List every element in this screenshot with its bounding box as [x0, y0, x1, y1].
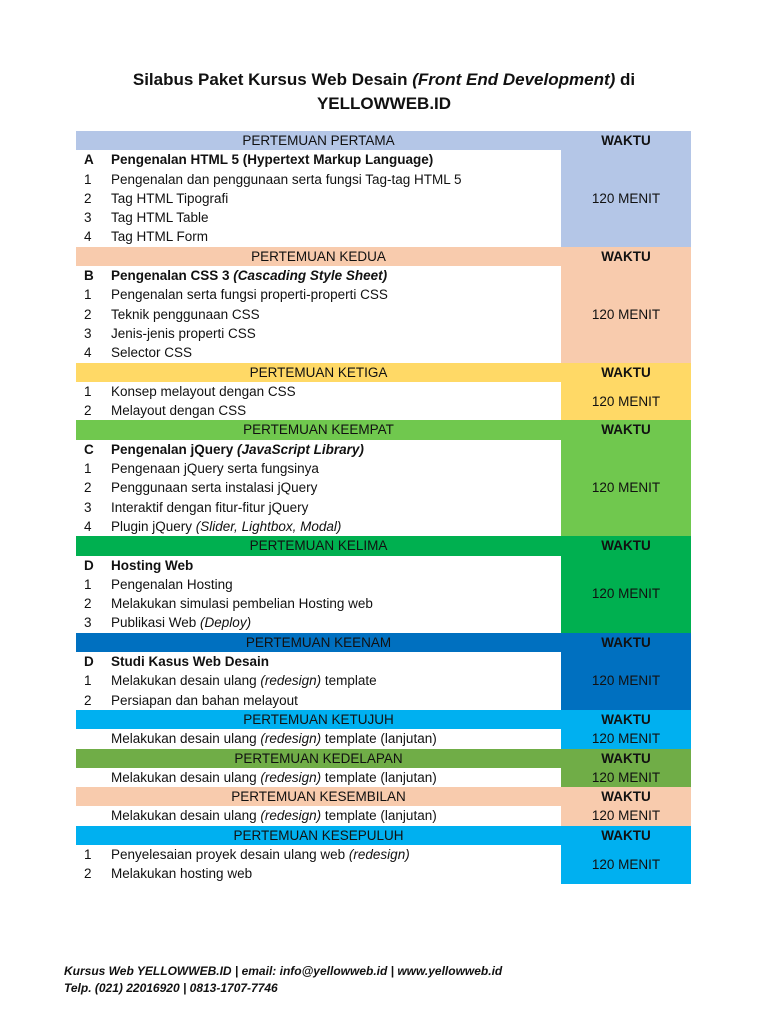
session-duration: 120 MENIT [561, 729, 691, 748]
topic-number: 2 [84, 692, 92, 708]
session-header-row [76, 826, 691, 845]
topic-text [111, 150, 561, 169]
topic-text [111, 382, 561, 401]
topic-number: 1 [84, 461, 92, 477]
topic-text [111, 556, 561, 575]
topic-number: 1 [84, 171, 92, 187]
session-title: PERTEMUAN KETUJUH [76, 710, 561, 729]
topic-number: 1 [84, 383, 92, 399]
topic-text [111, 170, 561, 189]
waktu-label: WAKTU [561, 363, 691, 382]
session-header-row [76, 131, 691, 150]
footer-contact: Kursus Web YELLOWWEB.ID | email: info@yellowweb.id | www.yellowweb.id [64, 964, 503, 978]
topic-number: 3 [84, 210, 92, 226]
footer-phone: Telp. (021) 22016920 | 0813-1707-7746 [64, 981, 278, 995]
topic-text [111, 806, 561, 825]
topic-number: 1 [84, 846, 92, 862]
topic-text-main: Penggunaan serta instalasi jQuery [111, 480, 318, 496]
session-title: PERTEMUAN KETIGA [76, 363, 561, 382]
topic-text-main: Selector CSS [111, 345, 193, 361]
topic-text [111, 768, 561, 787]
topic-text-italic: (JavaScript Library) [237, 441, 364, 457]
topic-text-main: Melakukan hosting web [111, 866, 253, 882]
topic-text [111, 285, 561, 304]
topic-text-main: Persiapan dan bahan melayout [111, 692, 298, 708]
topic-text-tail: template (lanjutan) [321, 769, 437, 785]
topic-text [111, 227, 561, 246]
topic-text [111, 324, 561, 343]
topic-text-main: Tag HTML Tipografi [111, 190, 229, 206]
waktu-label: WAKTU [561, 749, 691, 768]
topic-text-italic: (redesign) [348, 846, 410, 862]
topic-number: 2 [84, 190, 92, 206]
topic-text-main: Interaktif dengan fitur-fitur jQuery [111, 499, 309, 515]
topic-text [111, 401, 561, 420]
waktu-label: WAKTU [561, 710, 691, 729]
session-header-row [76, 363, 691, 382]
session-header-row [76, 536, 691, 555]
topic-row [76, 652, 691, 671]
topic-row [76, 845, 691, 864]
topic-text [111, 729, 561, 748]
waktu-label: WAKTU [561, 420, 691, 439]
session-duration: 120 MENIT [561, 440, 691, 536]
topic-text [111, 266, 561, 285]
topic-text-italic: (Cascading Style Sheet) [233, 268, 388, 284]
topic-text-main: Melayout dengan CSS [111, 403, 247, 419]
topic-text [111, 343, 561, 362]
session-title: PERTEMUAN KEENAM [76, 633, 561, 652]
waktu-label: WAKTU [561, 787, 691, 806]
topic-number: 4 [84, 345, 92, 361]
topic-text [111, 517, 561, 536]
topic-text-main: Jenis-jenis properti CSS [111, 325, 256, 341]
topic-number: D [84, 654, 94, 670]
topic-number: C [84, 441, 94, 457]
topic-text-main: Studi Kasus Web Desain [111, 654, 270, 670]
topic-text-main: Pengenalan HTML 5 (Hypertext Markup Language) [111, 152, 434, 168]
topic-row [76, 806, 691, 825]
topic-text [111, 478, 561, 497]
footer [64, 963, 502, 997]
topic-text-main: Hosting Web [111, 557, 194, 573]
topic-text [111, 305, 561, 324]
session-duration: 120 MENIT [561, 382, 691, 421]
topic-text-main: Melakukan simulasi pembelian Hosting web [111, 596, 373, 612]
waktu-label: WAKTU [561, 131, 691, 150]
topic-number: D [84, 557, 94, 573]
title-line-2: YELLOWWEB.ID [316, 94, 452, 113]
topic-number: 2 [84, 306, 92, 322]
topic-row [76, 266, 691, 285]
topic-text [111, 575, 561, 594]
waktu-label: WAKTU [561, 247, 691, 266]
title-line-1: Silabus Paket Kursus Web Desain (Front End Development) di [132, 70, 636, 89]
topic-text-italic: (redesign) [260, 808, 322, 824]
topic-text-main: Pengenalan jQuery [111, 441, 238, 457]
session-header-row [76, 633, 691, 652]
session-duration: 120 MENIT [561, 845, 691, 884]
session-title: PERTEMUAN KEDELAPAN [76, 749, 561, 768]
topic-text [111, 189, 561, 208]
session-header-row [76, 787, 691, 806]
topic-number: 1 [84, 576, 92, 592]
session-title: PERTEMUAN KEEMPAT [76, 420, 561, 439]
topic-text-main: Melakukan desain ulang [111, 769, 261, 785]
session-header-row [76, 247, 691, 266]
topic-row [76, 768, 691, 787]
topic-text-tail: template (lanjutan) [321, 808, 437, 824]
topic-number: A [84, 152, 94, 168]
topic-number: 2 [84, 866, 92, 882]
topic-text-main: Melakukan desain ulang [111, 731, 261, 747]
topic-row [76, 150, 691, 169]
session-title: PERTEMUAN KEDUA [76, 247, 561, 266]
topic-text [111, 498, 561, 517]
topic-text-main: Melakukan desain ulang [111, 808, 261, 824]
topic-number: 4 [84, 518, 92, 534]
topic-text-tail: template (lanjutan) [321, 731, 437, 747]
topic-number: 4 [84, 229, 92, 245]
topic-text [111, 652, 561, 671]
topic-text-tail: template [321, 673, 377, 689]
waktu-label: WAKTU [561, 826, 691, 845]
topic-text-italic: (redesign) [260, 769, 322, 785]
topic-text-italic: (Slider, Lightbox, Modal) [195, 518, 342, 534]
topic-number [76, 729, 111, 748]
topic-text-main: Tag HTML Table [111, 210, 209, 226]
session-duration: 120 MENIT [561, 556, 691, 633]
topic-number: 1 [84, 287, 92, 303]
session-duration: 120 MENIT [561, 768, 691, 787]
topic-text [111, 459, 561, 478]
topic-text-main: Pengenalan Hosting [111, 576, 233, 592]
topic-text-main: Teknik penggunaan CSS [111, 306, 260, 322]
session-duration: 120 MENIT [561, 150, 691, 246]
topic-text-italic: (redesign) [260, 673, 322, 689]
topic-row [76, 440, 691, 459]
topic-text [111, 594, 561, 613]
topic-text-main: Penyelesaian proyek desain ulang web [111, 846, 349, 862]
topic-text [111, 208, 561, 227]
session-title: PERTEMUAN KELIMA [76, 536, 561, 555]
topic-number: 2 [84, 596, 92, 612]
waktu-label: WAKTU [561, 536, 691, 555]
topic-text [111, 671, 561, 690]
topic-text-main: Pengenalan CSS 3 [111, 268, 234, 284]
session-header-row [76, 749, 691, 768]
session-header-row [76, 420, 691, 439]
topic-text-italic: (Deploy) [200, 615, 252, 631]
topic-text-main: Konsep melayout dengan CSS [111, 383, 296, 399]
topic-row [76, 729, 691, 748]
topic-text-italic: (redesign) [260, 731, 322, 747]
topic-text-main: Publikasi Web [111, 615, 201, 631]
topic-number [76, 806, 111, 825]
topic-text-main: Pengenalan serta fungsi properti-properti CSS [111, 287, 388, 303]
topic-number: 2 [84, 403, 92, 419]
topic-text [111, 613, 561, 632]
topic-text [111, 691, 561, 710]
session-header-row [76, 710, 691, 729]
topic-text [111, 440, 561, 459]
topic-text-main: Melakukan desain ulang [111, 673, 261, 689]
topic-row [76, 382, 691, 401]
topic-text [111, 864, 561, 883]
topic-number: 1 [84, 673, 92, 689]
topic-text [111, 845, 561, 864]
session-duration: 120 MENIT [561, 652, 691, 710]
topic-text-main: Tag HTML Form [111, 229, 209, 245]
topic-text-main: Pengenaan jQuery serta fungsinya [111, 461, 319, 477]
session-duration: 120 MENIT [561, 266, 691, 362]
session-duration: 120 MENIT [561, 806, 691, 825]
document-title [0, 68, 768, 116]
session-title: PERTEMUAN PERTAMA [76, 131, 561, 150]
topic-number: 3 [84, 325, 92, 341]
topic-number [76, 768, 111, 787]
session-title: PERTEMUAN KESEMBILAN [76, 787, 561, 806]
session-title: PERTEMUAN KESEPULUH [76, 826, 561, 845]
topic-number: 3 [84, 615, 92, 631]
topic-number: B [84, 268, 94, 284]
topic-row [76, 556, 691, 575]
waktu-label: WAKTU [561, 633, 691, 652]
syllabus-table [76, 131, 691, 884]
topic-text-main: Pengenalan dan penggunaan serta fungsi Tag-tag HTML 5 [111, 171, 462, 187]
topic-number: 2 [84, 480, 92, 496]
topic-text-main: Plugin jQuery [111, 518, 196, 534]
topic-number: 3 [84, 499, 92, 515]
